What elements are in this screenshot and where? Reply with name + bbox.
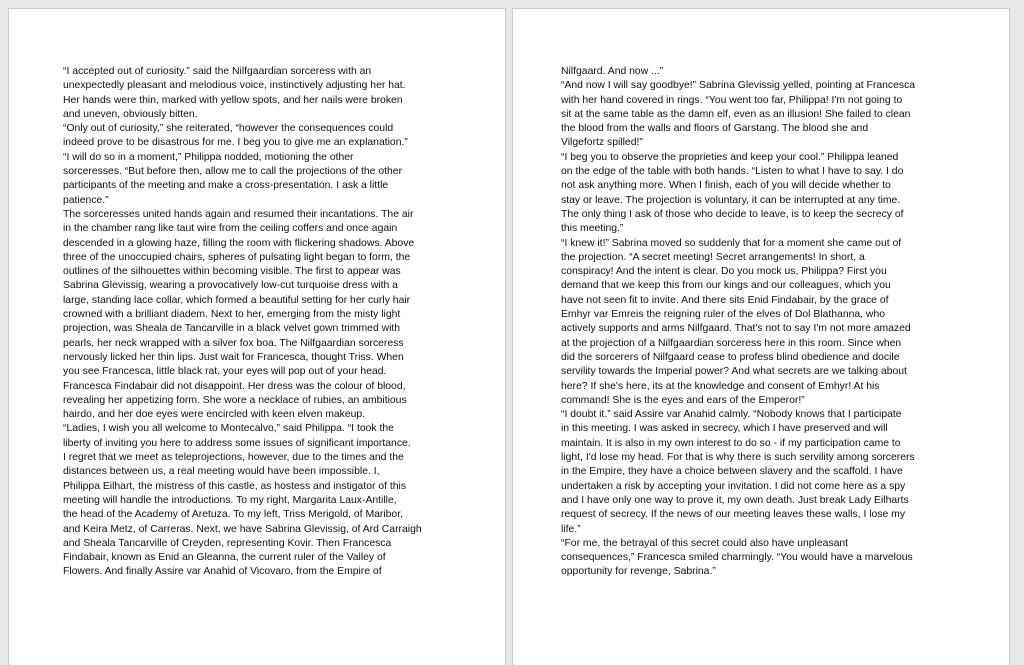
text-line: “For me, the betrayal of this secret could also have unpleasant — [561, 537, 849, 549]
text-line: hairdo, and her doe eyes were encircled with keen elven makeup. — [63, 409, 366, 421]
text-line: projection, was Sheala de Tancarville in a black velvet gown trimmed with — [63, 323, 401, 335]
text-line: “I doubt it.” said Assire var Anahid calmly. “Nobody knows that I participate — [561, 409, 902, 421]
text-line: the head of the Academy of Aretuza. To my left, Triss Merigold, of Maribor, — [63, 509, 403, 521]
text-line: undertaken a risk by accepting your invitation. I did not come here as a spy — [561, 480, 906, 492]
text-line: here? If she's here, its at the knowledge and consent of Emhyr! At his — [561, 380, 880, 392]
text-line: Philippa Eilhart, the mistress of this castle, as hostess and instigator of this — [63, 480, 407, 492]
text-line: Flowers. And finally Assire var Anahid of Vicovaro, from the Empire of — [63, 566, 382, 578]
text-line: patience.” — [63, 194, 109, 206]
text-line: crowned with a brilliant diadem. Next to her, emerging from the misty light — [63, 309, 401, 321]
text-line: I regret that we meet as teleprojections, however, due to the times and the — [63, 452, 404, 464]
text-line: you see Francesca, little black rat, your eyes will pop out of your head. — [63, 366, 387, 378]
text-line: liberty of inviting you here to address some issues of significant importance. — [63, 437, 411, 449]
text-line: “Only out of curiosity,” she reiterated, “however the consequences could — [63, 123, 394, 135]
text-line: not ask anything more. When I finish, each of you will decide whether to — [561, 180, 891, 192]
text-line: large, standing lace collar, which formed a beautiful setting for her curly hair — [63, 294, 411, 306]
text-line: command! She is the eyes and ears of the Emperor!” — [561, 394, 805, 406]
text-line: in this meeting. I was asked in secrecy, which I have preserved and will — [561, 423, 888, 435]
text-line: stay or leave. The projection is voluntary, it can be interrupted at any time. — [561, 194, 901, 206]
text-line: the blood from the walls and floors of Garstang. The blood she and — [561, 123, 869, 135]
text-line: with her hand covered in rings. “You went too far, Philippa! I'm not going to — [561, 94, 903, 106]
text-line: on the edge of the table with both hands. “Listen to what I have to say. I do — [561, 166, 904, 178]
text-line: “I accepted out of curiosity.” said the Nilfgaardian sorceress with an — [63, 66, 372, 77]
text-line: unexpectedly pleasant and melodious voice, instinctively adjusting her hat. — [63, 80, 406, 92]
text-line: in the Empire, they have a choice between slavery and the scaffold. I have — [561, 466, 903, 478]
page-2-text — [561, 65, 946, 580]
text-line: life.” — [561, 523, 581, 535]
text-line: did the sorcerers of Nilfgaard cease to profess blind obedience and docile — [561, 351, 900, 363]
text-line: this meeting.” — [561, 223, 624, 235]
text-line: Nilfgaard. And now ...” — [561, 66, 664, 77]
text-line: nervously licked her thin lips. Just wait for Francesca, thought Triss. When — [63, 351, 404, 363]
text-line: “I knew it!” Sabrina moved so suddenly that for a moment she came out of — [561, 237, 902, 249]
text-line: maintain. It is also in my own interest to do so - if my participation came to — [561, 437, 901, 449]
text-line: request of secrecy. If the news of our meeting leaves these walls, I lose my — [561, 509, 906, 521]
text-line: actively supports and arms Nilfgaard. That's not to say I'm not more amazed — [561, 323, 911, 335]
text-line: indeed prove to be disastrous for me. I beg you to give me an explanation.” — [63, 137, 408, 149]
text-line: and Keira Metz, of Carreras. Next, we have Sabrina Glevissig, of Ard Carraigh — [63, 523, 422, 535]
text-line: “I beg you to observe the proprieties and keep your cool.” Philippa leaned — [561, 151, 899, 163]
text-line: opportunity for revenge, Sabrina.” — [561, 566, 716, 578]
text-line: Vilgefortz spilled!” — [561, 137, 643, 149]
text-line: and uneven, obviously bitten. — [63, 108, 198, 120]
text-line: the projection. “A secret meeting! Secret arrangements! In short, a — [561, 251, 865, 263]
text-line: “And now I will say goodbye!” Sabrina Glevissig yelled, pointing at Francesca — [561, 80, 916, 92]
page-2 — [512, 8, 1010, 665]
text-line: pearls, her neck wrapped with a silver fox boa. The Nilfgaardian sorceress — [63, 337, 404, 349]
text-line: descended in a glowing haze, filling the room with flickering shadows. Above — [63, 237, 415, 249]
text-line: Francesca Findabair did not disappoint. Her dress was the colour of blood, — [63, 380, 406, 392]
text-line: Emhyr var Emreis the reigning ruler of the elves of Dol Blathanna, who — [561, 309, 885, 321]
text-line: The sorceresses united hands again and resumed their incantations. The air — [63, 208, 414, 220]
text-line: Sabrina Glevissig, wearing a provocatively low-cut turquoise dress with a — [63, 280, 398, 292]
text-line: consequences,” Francesca smiled charmingly. “You would have a marvelous — [561, 552, 913, 564]
text-line: distances between us, a real meeting would have been impossible. I, — [63, 466, 380, 478]
text-line: sit at the same table as the damn elf, even as an illusion! She failed to clean — [561, 108, 911, 120]
text-line: have not seen fit to invite. And there sits Enid Findabair, by the grace of — [561, 294, 889, 306]
text-line: servility towards the Imperial power? And what secrets are we talking about — [561, 366, 907, 378]
text-line: conspiracy! And the intent is clear. Do you mock us, Philippa? First you — [561, 266, 887, 278]
text-line: Her hands were thin, marked with yellow spots, and her nails were broken — [63, 94, 403, 106]
text-line: “I will do so in a moment,” Philippa nodded, motioning the other — [63, 151, 354, 163]
text-line: and Sheala Tancarville of Creyden, representing Kovir. Then Francesca — [63, 537, 392, 549]
text-line: demand that we keep this from our kings and our colleagues, which you — [561, 280, 891, 292]
text-line: outlines of the silhouettes within becoming visible. The first to appear was — [63, 266, 401, 278]
text-line: “Ladies, I wish you all welcome to Montecalvo,” said Philippa. “I took the — [63, 423, 394, 435]
text-line: participants of the meeting and make a cross-presentation. I ask a little — [63, 180, 389, 192]
page-1 — [8, 8, 506, 665]
text-line: sorceresses. “But before then, allow me to call the projections of the other — [63, 166, 403, 178]
page-1-text — [63, 65, 448, 580]
text-line: The only thing I ask of those who decide to leave, is to keep the secrecy of — [561, 208, 904, 220]
text-line: in the chamber rang like taut wire from the ceiling coffers and once again — [63, 223, 398, 235]
text-line: Findabair, known as Enid an Gleanna, the current ruler of the Valley of — [63, 552, 386, 564]
text-line: three of the unoccupied chairs, spheres of pulsating light began to form, the — [63, 251, 411, 263]
text-line: at the projection of a Nilfgaardian sorceress here in this room. Since when — [561, 337, 902, 349]
text-line: light, I'd lose my head. For that is why there is such servility among sorcerers — [561, 452, 915, 464]
text-line: revealing her appetizing form. She wore a necklace of rubies, an ambitious — [63, 394, 407, 406]
text-line: and I have only one way to prove it, my own death. Just break Lady Eilharts — [561, 494, 909, 506]
text-line: meeting will handle the introductions. To my right, Margarita Laux-Antille, — [63, 494, 397, 506]
